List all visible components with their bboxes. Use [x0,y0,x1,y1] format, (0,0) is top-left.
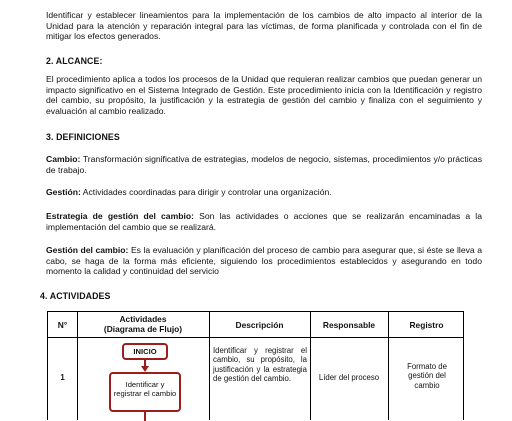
activities-heading: 4. ACTIVIDADES [40,291,111,301]
scope-paragraph: El procedimiento aplica a todos los procesos de la Unidad que requieran realizar cambios que puedan generar un impacto significativo en el Sistema Integrado de Gestión. Este procedimiento inicia con la Identificación y registro del cambio, su propósito, la justificación y la estrategia de gestión del cambio y finaliza con el seguimiento y evaluación al cambio realizado. [46,74,482,116]
definition-term: Gestión: [46,187,81,197]
header-activities-line1: Actividades [119,314,167,324]
definition-term: Estrategia de gestión del cambio: [46,211,194,221]
header-record: Registro [409,320,444,330]
row-responsible: Líder del proceso [318,373,380,382]
header-description: Descripción [235,320,284,330]
flow-start-node: INICIO [122,343,168,360]
row-record: Formato de gestión del cambio [407,362,447,390]
header-number: N° [57,320,68,330]
header-activities-line2: (Diagrama de Flujo) [103,324,183,334]
definition-gestion [46,187,482,198]
flow-step-node: Identificar y registrar el cambio [109,372,181,412]
definition-text: Transformación significativa de estrategias, modelos de negocio, sistemas, procedimientos y/o prácticas de trabajo. [46,154,482,175]
definition-text: Actividades coordinadas para dirigir y controlar una organización. [80,187,332,197]
objective-paragraph: Identificar y establecer lineamientos para la implementación de los cambios de alto impacto al interior de la Unidad para la atención y reparación integral para las víctimas, de forma planificada y controlada con el fin de mitigar los efectos generados. [46,10,482,42]
definition-estrategia [46,211,482,232]
definition-term: Gestión del cambio: [46,245,129,255]
definition-text: Es la evaluación y planificación del proceso de cambio para asegurar que, si éste se lleva a cabo, se haga de la forma más eficiente, siguiendo los procedimientos establecidos y asegurando en todo momento la calidad y continuidad del servicio [46,245,482,277]
definition-cambio [46,154,482,175]
activities-table [47,311,464,420]
row-description: Identificar y registrar el cambio, su propósito, la justificación y la estrategia de gestión del cambio. [213,346,307,384]
definition-gestion-cambio [46,245,482,277]
table-header-divider [48,337,463,338]
header-responsible: Responsable [322,320,376,330]
scope-heading: 2. ALCANCE: [46,56,103,66]
definition-text: Son las actividades o acciones que se realizarán encaminadas a la implementación del cambio que se realizará. [46,211,482,232]
definition-term: Cambio: [46,154,81,164]
row-number: 1 [60,373,65,382]
header-activities [77,314,209,334]
definitions-heading: 3. DEFINICIONES [46,132,120,142]
